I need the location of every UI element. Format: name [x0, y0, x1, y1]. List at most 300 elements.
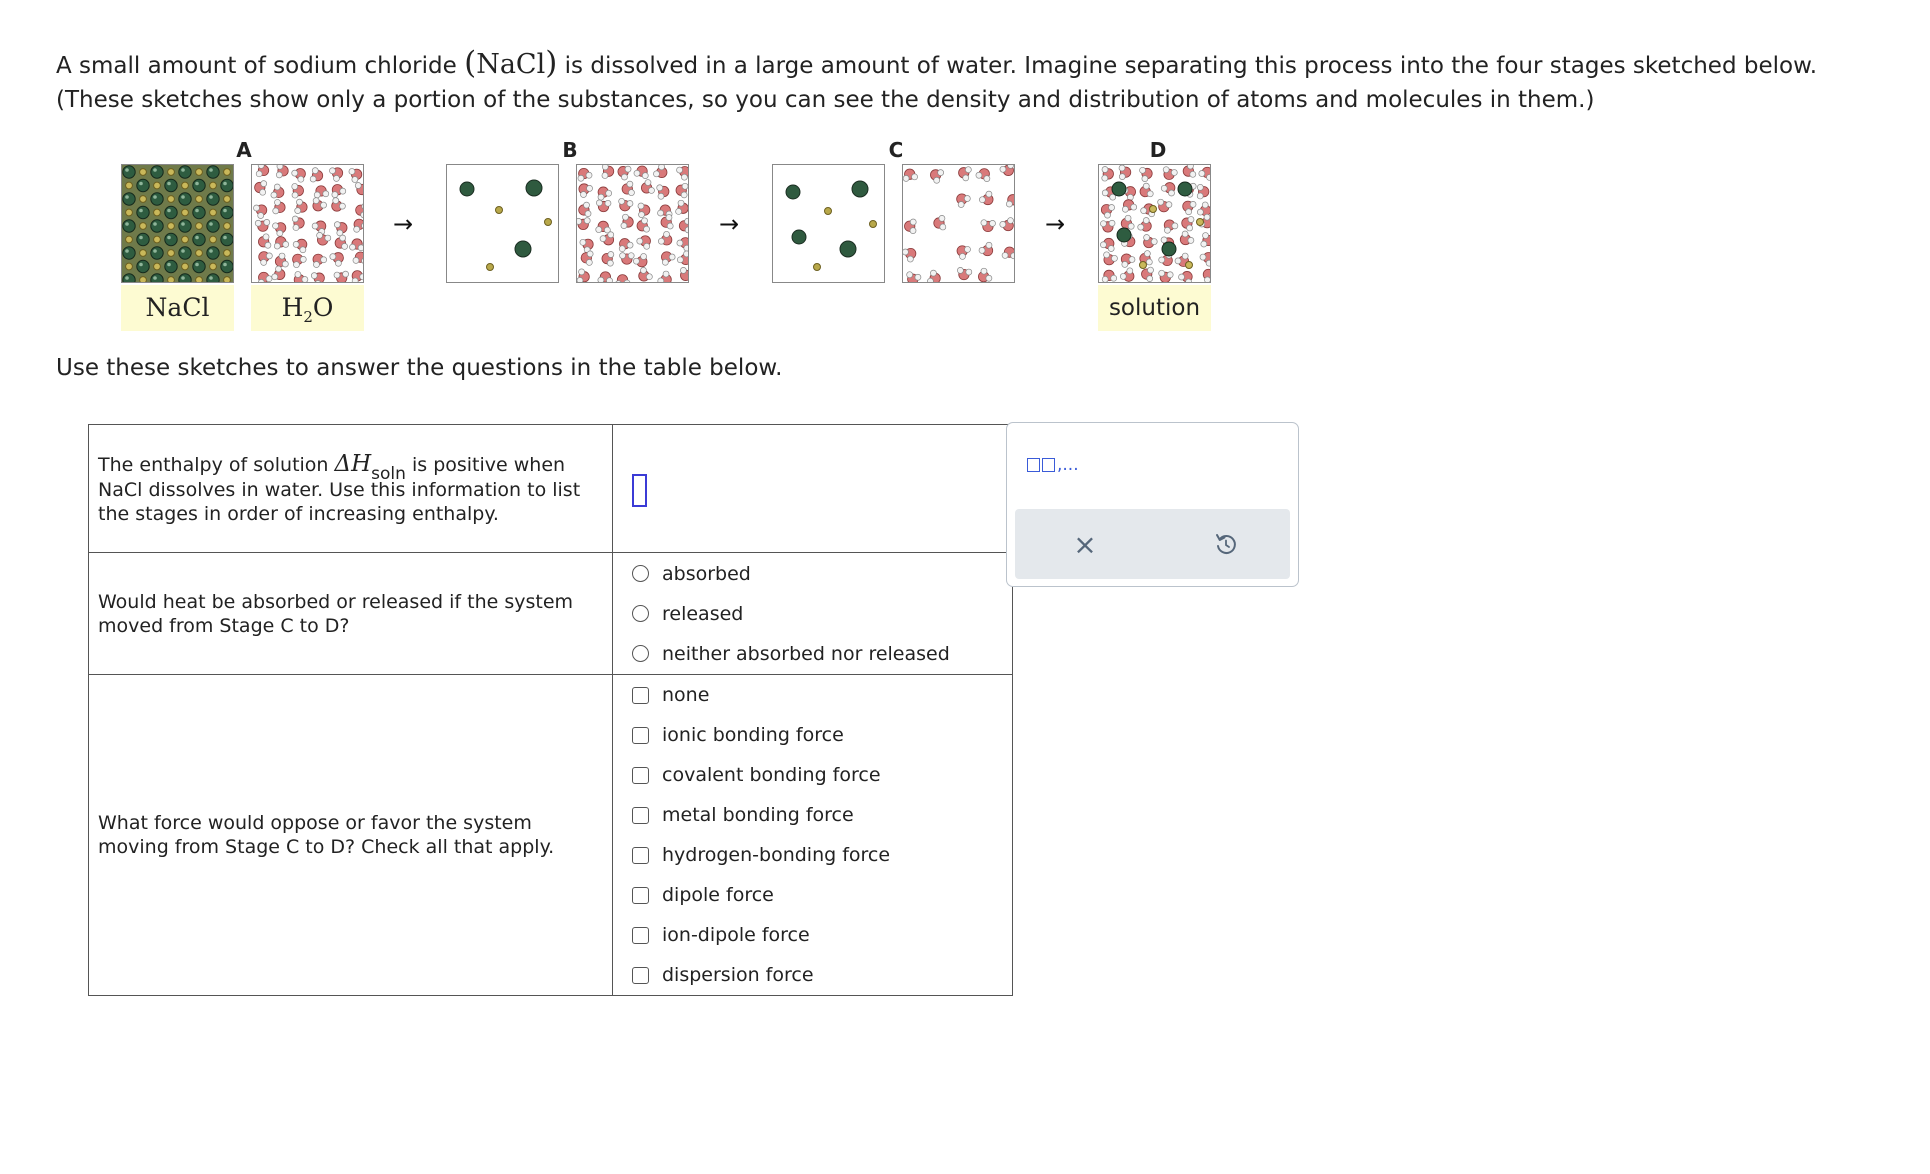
- sodium-ion: [1186, 262, 1193, 269]
- hydrogen-atom: [256, 171, 262, 177]
- radio-option-released[interactable]: released: [632, 594, 1004, 634]
- chloride-ion: [1112, 182, 1126, 196]
- hydrogen-atom: [1151, 239, 1157, 245]
- hydrogen-atom: [329, 168, 335, 174]
- hydrogen-atom: [625, 166, 631, 172]
- hydrogen-atom: [628, 190, 634, 196]
- hydrogen-atom: [669, 254, 675, 260]
- hydrogen-atom: [271, 192, 277, 198]
- hydrogen-atom: [293, 262, 299, 268]
- hydrogen-atom: [1166, 202, 1172, 208]
- hydrogen-atom: [342, 243, 348, 249]
- hydrogen-atom: [1179, 274, 1185, 280]
- hydrogen-atom: [340, 235, 346, 241]
- hydrogen-atom: [907, 272, 913, 278]
- question-row-2: [89, 553, 1013, 675]
- hydrogen-atom: [606, 278, 612, 283]
- hydrogen-atom: [1122, 261, 1128, 267]
- hydrogen-atom: [1199, 170, 1205, 176]
- separated-ions-sketch-c: [772, 164, 885, 283]
- hydrogen-atom: [358, 245, 364, 251]
- hydrogen-atom: [1148, 267, 1154, 273]
- hydrogen-atom: [330, 254, 336, 260]
- hydrogen-atom: [1159, 270, 1165, 276]
- hydrogen-atom: [1131, 204, 1137, 210]
- close-icon: ×: [1073, 527, 1097, 561]
- hydrogen-atom: [1203, 233, 1209, 239]
- hydrogen-atom: [963, 175, 969, 181]
- hydrogen-atom: [273, 208, 279, 214]
- hydrogen-atom: [266, 276, 272, 282]
- clear-button[interactable]: [1068, 527, 1102, 561]
- hydrogen-atom: [579, 269, 585, 275]
- hydrogen-atom: [627, 201, 633, 207]
- hydrogen-atom: [658, 210, 664, 216]
- hydrogen-atom: [1186, 209, 1192, 215]
- hydrogen-atom: [966, 269, 972, 275]
- hydrogen-atom: [681, 192, 687, 198]
- checkbox-option-covalent[interactable]: covalent bonding force: [632, 755, 1004, 795]
- hydrogen-atom: [641, 253, 647, 259]
- hydrogen-atom: [1109, 220, 1115, 226]
- hydrogen-atom: [1164, 227, 1170, 233]
- sequence-template-button[interactable]: ,...: [1027, 455, 1079, 475]
- hydrogen-atom: [343, 271, 349, 277]
- hydrogen-atom: [1204, 277, 1210, 283]
- hydrogen-atom: [1147, 276, 1153, 282]
- hydrogen-atom: [360, 274, 364, 280]
- hydrogen-atom: [957, 267, 963, 273]
- hydrogen-atom: [255, 220, 261, 226]
- hydrogen-atom: [659, 165, 665, 170]
- hydrogen-atom: [1140, 167, 1146, 173]
- hydrogen-atom: [608, 232, 614, 238]
- hydrogen-atom: [1190, 201, 1196, 207]
- hydrogen-atom: [680, 267, 686, 273]
- hydrogen-atom: [1102, 276, 1108, 282]
- hydrogen-atom: [335, 260, 341, 266]
- hydrogen-atom: [1143, 183, 1149, 189]
- delta-h-symbol: ΔH: [334, 450, 372, 477]
- hydrogen-atom: [1102, 166, 1108, 172]
- hydrogen-atom: [658, 193, 664, 199]
- hydrogen-atom: [261, 181, 267, 187]
- hydrogen-atom: [685, 227, 689, 233]
- question-3-text: What force would oppose or favor the system moving from Stage C to D? Check all that apply.: [89, 675, 613, 996]
- hydrogen-atom: [903, 249, 908, 255]
- hydrogen-atom: [1109, 205, 1115, 211]
- hydrogen-atom: [1187, 165, 1193, 169]
- hydrogen-atom: [1188, 237, 1194, 243]
- hydrogen-atom: [1006, 201, 1012, 207]
- intro-formula: NaCl: [476, 49, 546, 80]
- hydrogen-atom: [332, 192, 338, 198]
- hydrogen-atom: [300, 256, 306, 262]
- instructions-text: Use these sketches to answer the questions in the table below.: [56, 355, 783, 381]
- hydrogen-atom: [1127, 268, 1133, 274]
- hydrogen-atom: [313, 262, 319, 268]
- hydrogen-atom: [628, 253, 634, 259]
- hydrogen-atom: [907, 256, 913, 262]
- undo-icon: [1213, 531, 1239, 557]
- intro-text-1: A small amount of sodium chloride: [56, 53, 465, 79]
- question-1-text: The enthalpy of solution ΔHsoln is positive when NaCl dissolves in water. Use this information to list the stages in order of increasing enthalpy.: [89, 425, 613, 553]
- hydrogen-atom: [666, 214, 672, 220]
- hydrogen-atom: [619, 198, 625, 204]
- hydrogen-atom: [1108, 245, 1114, 251]
- hydrogen-atom: [986, 275, 992, 281]
- hydrogen-atom: [266, 253, 272, 259]
- hydrogen-atom: [292, 216, 298, 222]
- hydrogen-atom: [277, 165, 283, 169]
- hydrogen-atom: [580, 191, 586, 197]
- hydrogen-atom: [598, 194, 604, 200]
- hydrogen-atom: [1172, 223, 1178, 229]
- hydrogen-atom: [353, 257, 359, 263]
- hydrogen-atom: [577, 218, 582, 224]
- box-icon: [1027, 458, 1040, 472]
- hydrogen-atom: [984, 176, 990, 182]
- radio-button[interactable]: [632, 605, 649, 622]
- hydrogen-atom: [600, 236, 606, 242]
- hydrogen-atom: [1122, 206, 1128, 212]
- hydrogen-atom: [295, 271, 301, 277]
- hydrogen-atom: [664, 231, 670, 237]
- hydrogen-atom: [644, 243, 650, 249]
- question-row-1: [89, 425, 1013, 553]
- hydrogen-atom: [265, 242, 271, 248]
- stage-order-input[interactable]: [632, 474, 647, 507]
- hydrogen-atom: [258, 165, 264, 168]
- hydrogen-atom: [1000, 166, 1006, 172]
- stage-letter-b: B: [562, 138, 578, 162]
- question-2-answer-cell: [613, 553, 1013, 675]
- hydrogen-atom: [1187, 225, 1193, 231]
- hydrogen-atom: [986, 242, 992, 248]
- hydrogen-atom: [1141, 208, 1147, 214]
- hydrogen-atom: [321, 202, 327, 208]
- hydrogen-atom: [263, 234, 269, 240]
- hydrogen-atom: [584, 202, 590, 208]
- question-2-text: Would heat be absorbed or released if the system moved from Stage C to D?: [89, 553, 613, 675]
- hydrogen-atom: [684, 251, 689, 257]
- hydrogen-atom: [976, 172, 982, 178]
- hydrogen-atom: [965, 167, 971, 173]
- hydrogen-atom: [1158, 199, 1164, 205]
- hydrogen-atom: [1186, 279, 1192, 283]
- hydrogen-atom: [333, 175, 339, 181]
- hydrogen-atom: [334, 272, 340, 278]
- hydrogen-atom: [310, 176, 316, 182]
- hydrogen-atom: [939, 215, 945, 221]
- question-1-answer-cell: [613, 425, 1013, 553]
- hydrogen-atom: [283, 241, 289, 247]
- checkbox[interactable]: [632, 847, 649, 864]
- hydrogen-atom: [295, 208, 301, 214]
- hydrogen-atom: [637, 238, 643, 244]
- arrow-c-to-d: →: [1045, 210, 1066, 238]
- hydrogen-atom: [354, 226, 360, 232]
- question-3-answer-cell: [613, 675, 1013, 996]
- hydrogen-atom: [657, 185, 663, 191]
- hydrogen-atom: [312, 168, 318, 174]
- hydrogen-atom: [1190, 171, 1196, 177]
- hydrogen-atom: [1142, 176, 1148, 182]
- hydrogen-atom: [1204, 214, 1210, 220]
- hydrogen-atom: [349, 168, 355, 174]
- undo-button[interactable]: [1209, 527, 1243, 561]
- hydrogen-atom: [964, 195, 970, 201]
- hydrogen-atom: [677, 167, 683, 173]
- hydrogen-atom: [958, 202, 964, 208]
- question-row-3: [89, 675, 1013, 996]
- hydrogen-atom: [677, 240, 683, 246]
- hydrogen-atom: [624, 280, 630, 283]
- checkbox-option-metal[interactable]: metal bonding force: [632, 795, 1004, 835]
- hydrogen-atom: [640, 267, 646, 273]
- hydrogen-atom: [352, 278, 358, 283]
- hydrogen-atom: [587, 251, 593, 257]
- box-icon: [1042, 458, 1055, 472]
- hydrogen-atom: [596, 227, 602, 233]
- checkbox-option-ionic[interactable]: ionic bonding force: [632, 715, 1004, 755]
- hydrogen-atom: [606, 190, 612, 196]
- hydrogen-atom: [258, 213, 264, 219]
- hydrogen-atom: [1202, 202, 1208, 208]
- water-sketch-a: [251, 164, 364, 283]
- hydrogen-atom: [979, 197, 985, 203]
- hydrogen-atom: [1102, 190, 1108, 196]
- hydrogen-atom: [586, 259, 592, 265]
- checkbox[interactable]: [632, 767, 649, 784]
- checkbox[interactable]: [632, 727, 649, 744]
- hydrogen-atom: [653, 171, 659, 177]
- hydrogen-atom: [317, 232, 323, 238]
- hydrogen-atom: [577, 277, 583, 283]
- hydrogen-atom: [578, 175, 584, 181]
- hydrogen-atom: [598, 277, 604, 283]
- hydrogen-atom: [1147, 191, 1153, 197]
- hydrogen-atom: [253, 205, 259, 211]
- hydrogen-atom: [361, 212, 364, 218]
- hydrogen-atom: [293, 241, 299, 247]
- hydrogen-atom: [1138, 224, 1144, 230]
- hydrogen-atom: [644, 226, 650, 232]
- checkbox-option-dispersion[interactable]: dispersion force: [632, 955, 1004, 995]
- hydrogen-atom: [678, 200, 684, 206]
- hydrogen-atom: [596, 200, 602, 206]
- hydrogen-atom: [1163, 167, 1169, 173]
- arrow-b-to-c: →: [719, 210, 740, 238]
- hydrogen-atom: [934, 177, 940, 183]
- hydrogen-atom: [638, 203, 644, 209]
- hydrogen-atom: [261, 259, 267, 265]
- hydrogen-atom: [274, 184, 280, 190]
- hydrogen-atom: [580, 239, 586, 245]
- hydrogen-atom: [279, 253, 285, 259]
- hydrogen-atom: [1143, 218, 1149, 224]
- separated-ions-sketch-b: [446, 164, 559, 283]
- hydrogen-atom: [681, 174, 687, 180]
- hydrogen-atom: [277, 230, 283, 236]
- tool-action-bar: [1015, 509, 1290, 579]
- hydrogen-atom: [979, 247, 985, 253]
- hydrogen-atom: [325, 235, 331, 241]
- hydrogen-atom: [276, 266, 282, 272]
- hydrogen-atom: [658, 238, 664, 244]
- checkbox-option-hydrogen-bonding[interactable]: hydrogen-bonding force: [632, 835, 1004, 875]
- hydrogen-atom: [274, 243, 280, 249]
- hydrogen-atom: [1182, 253, 1188, 259]
- hydrogen-atom: [313, 198, 319, 204]
- hydrogen-atom: [986, 191, 992, 197]
- checkbox[interactable]: [632, 927, 649, 944]
- hydrogen-atom: [633, 258, 639, 264]
- hydrogen-atom: [1100, 221, 1106, 227]
- hydrogen-atom: [1111, 255, 1117, 261]
- arrow-a-to-b: →: [393, 210, 414, 238]
- hydrogen-atom: [300, 247, 306, 253]
- hydrogen-atom: [677, 257, 683, 263]
- hydrogen-atom: [1182, 231, 1188, 237]
- chloride-ion: [1178, 182, 1192, 196]
- chloride-ion: [1117, 228, 1131, 242]
- hydrogen-atom: [1175, 258, 1181, 264]
- hydrogen-atom: [323, 191, 329, 197]
- hydrogen-atom: [965, 246, 971, 252]
- checkbox[interactable]: [632, 887, 649, 904]
- hydrogen-atom: [663, 271, 669, 277]
- hydrogen-atom: [627, 181, 633, 187]
- radio-option-neither[interactable]: neither absorbed nor released: [632, 634, 1004, 674]
- hydrogen-atom: [1171, 170, 1177, 176]
- intro-text-2: is dissolved in a large amount of water. Imagine separating this process into the four stages sketched below. (These sketches show only a portion of the substances, so you can see the density and distribution of atoms and molecules in them.): [56, 53, 1818, 113]
- sodium-ion: [1150, 206, 1157, 213]
- hydrogen-atom: [662, 259, 668, 265]
- hydrogen-atom: [1197, 184, 1203, 190]
- hydrogen-atom: [1197, 193, 1203, 199]
- hydrogen-atom: [1104, 252, 1110, 258]
- water-sketch-b: [576, 164, 689, 283]
- hydrogen-atom: [940, 224, 946, 230]
- hydrogen-atom: [302, 277, 308, 283]
- hydrogen-atom: [1188, 216, 1194, 222]
- radio-button[interactable]: [632, 645, 649, 662]
- stage-letter-c: C: [888, 138, 904, 162]
- hydrogen-atom: [321, 257, 327, 263]
- hydrogen-atom: [340, 188, 346, 194]
- hydrogen-atom: [1146, 259, 1152, 265]
- solution-sketch-d: [1098, 164, 1211, 283]
- hydrogen-atom: [642, 173, 648, 179]
- hydrogen-atom: [1119, 174, 1125, 180]
- hydrogen-atom: [1144, 251, 1150, 257]
- hydrogen-atom: [1008, 218, 1014, 224]
- hydrogen-atom: [1201, 241, 1207, 247]
- hydrogen-atom: [1159, 257, 1165, 263]
- intro-paragraph: A small amount of sodium chloride (NaCl) is dissolved in a large amount of water. Imagine separating this process into the four stages sketched below. (These sketches show only a portion of the substances, so you can see the density and distribution of atoms and molecules in them.): [56, 45, 1818, 113]
- hydrogen-atom: [1008, 165, 1014, 168]
- hydrogen-atom: [608, 252, 614, 258]
- hydrogen-atom: [646, 274, 652, 280]
- label-h2o: $H_2O$: [251, 285, 364, 331]
- hydrogen-atom: [639, 212, 645, 218]
- question-table: [88, 424, 1013, 996]
- hydrogen-atom: [296, 199, 302, 205]
- hydrogen-atom: [312, 223, 318, 229]
- checkbox-option-dipole[interactable]: dipole force: [632, 875, 1004, 915]
- hydrogen-atom: [676, 208, 682, 214]
- hydrogen-atom: [989, 220, 995, 226]
- hydrogen-atom: [622, 214, 628, 220]
- hydrogen-atom: [915, 274, 921, 280]
- hydrogen-atom: [274, 199, 280, 205]
- hydrogen-atom: [292, 192, 298, 198]
- sodium-ion: [1140, 262, 1147, 269]
- hydrogen-atom: [688, 271, 689, 277]
- checkbox[interactable]: [632, 687, 649, 704]
- hydrogen-atom: [684, 245, 689, 251]
- stage-letter-a: A: [236, 138, 252, 162]
- hydrogen-atom: [648, 187, 654, 193]
- checkbox[interactable]: [632, 807, 649, 824]
- hydrogen-atom: [293, 225, 299, 231]
- hydrogen-atom: [620, 253, 626, 259]
- checkbox[interactable]: [632, 967, 649, 984]
- checkbox-option-none[interactable]: none: [632, 675, 1004, 715]
- hydrogen-atom: [334, 222, 340, 228]
- hydrogen-atom: [355, 182, 361, 188]
- nacl-crystal-sketch: [121, 164, 234, 283]
- hydrogen-atom: [621, 174, 627, 180]
- hydrogen-atom: [910, 228, 916, 234]
- hydrogen-atom: [584, 218, 590, 224]
- hydrogen-atom: [602, 172, 608, 178]
- hydrogen-atom: [927, 278, 933, 283]
- water-sketch-c: [902, 164, 1015, 283]
- hydrogen-atom: [339, 203, 345, 209]
- hydrogen-atom: [350, 244, 356, 250]
- hydrogen-atom: [311, 273, 317, 279]
- hydrogen-atom: [1002, 252, 1008, 258]
- hydrogen-atom: [685, 218, 689, 224]
- hydrogen-atom: [658, 278, 664, 283]
- hydrogen-atom: [586, 172, 592, 178]
- checkbox-option-ion-dipole[interactable]: ion-dipole force: [632, 915, 1004, 955]
- hydrogen-atom: [1206, 174, 1211, 180]
- hydrogen-atom: [1111, 275, 1117, 281]
- hydrogen-atom: [912, 174, 918, 180]
- radio-button[interactable]: [632, 565, 649, 582]
- hydrogen-atom: [272, 274, 278, 280]
- hydrogen-atom: [634, 170, 640, 176]
- hydrogen-atom: [938, 170, 944, 176]
- hydrogen-atom: [292, 183, 298, 189]
- hydrogen-atom: [282, 261, 288, 267]
- hydrogen-atom: [1197, 209, 1203, 215]
- hydrogen-atom: [645, 180, 651, 186]
- hydrogen-atom: [1000, 221, 1006, 227]
- hydrogen-atom: [314, 192, 320, 198]
- hydrogen-atom: [1128, 223, 1134, 229]
- hydrogen-atom: [298, 176, 304, 182]
- hydrogen-atom: [981, 220, 987, 226]
- hydrogen-atom: [1206, 260, 1211, 266]
- hydrogen-atom: [627, 242, 633, 248]
- radio-option-absorbed[interactable]: absorbed: [632, 554, 1004, 594]
- hydrogen-atom: [1120, 273, 1126, 279]
- hydrogen-atom: [1125, 215, 1131, 221]
